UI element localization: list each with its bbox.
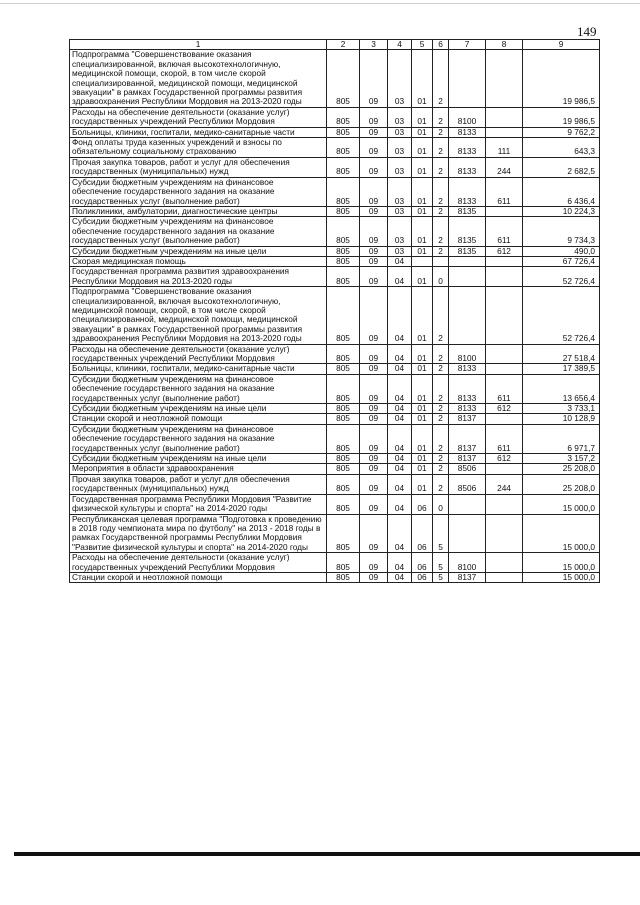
subprogram-code: 01 xyxy=(412,344,433,364)
row-name: Субсидии бюджетным учреждениям на финансовое обеспечение государственного задания на оказание государственных услуг (выполнение работ) xyxy=(70,374,327,403)
subprogram-code xyxy=(412,256,433,266)
row-name: Расходы на обеспечение деятельности (оказание услуг) государственных учреждений Республики Мордовия xyxy=(70,107,327,127)
amount: 9 734,3 xyxy=(523,217,600,246)
amount: 17 389,5 xyxy=(523,364,600,374)
target-code xyxy=(449,287,486,344)
direction-code: 2 xyxy=(433,138,449,158)
table-row xyxy=(70,572,600,582)
section-code: 805 xyxy=(327,127,360,137)
expense-type-code xyxy=(486,494,523,514)
row-name: Расходы на обеспечение деятельности (оказание услуг) государственных учреждений Республики Мордовия xyxy=(70,553,327,573)
target-code: 8506 xyxy=(449,474,486,494)
amount: 15 000,0 xyxy=(523,572,600,582)
expense-type-code xyxy=(486,572,523,582)
row-name: Станции скорой и неотложной помощи xyxy=(70,572,327,582)
amount: 15 000,0 xyxy=(523,553,600,573)
subprogram-code: 01 xyxy=(412,364,433,374)
section-code: 805 xyxy=(327,177,360,206)
target-code xyxy=(449,256,486,266)
target-code: 8133 xyxy=(449,404,486,414)
section-code: 805 xyxy=(327,256,360,266)
header-cell: 2 xyxy=(327,40,360,50)
amount: 490,0 xyxy=(523,246,600,256)
subprogram-code: 01 xyxy=(412,464,433,474)
direction-code: 2 xyxy=(433,177,449,206)
subprogram-code: 01 xyxy=(412,217,433,246)
expense-type-code xyxy=(486,206,523,216)
page-number: 149 xyxy=(577,24,597,39)
table-row xyxy=(70,157,600,177)
amount: 25 208,0 xyxy=(523,464,600,474)
subsection-code: 09 xyxy=(360,267,388,287)
subprogram-code: 01 xyxy=(412,404,433,414)
program-code: 04 xyxy=(388,267,412,287)
program-code: 04 xyxy=(388,553,412,573)
expense-type-code xyxy=(486,107,523,127)
subprogram-code: 01 xyxy=(412,474,433,494)
direction-code: 2 xyxy=(433,344,449,364)
table-row xyxy=(70,177,600,206)
row-name: Субсидии бюджетным учреждениям на финансовое обеспечение государственного задания на оказание государственных услуг (выполнение работ) xyxy=(70,177,327,206)
subprogram-code: 01 xyxy=(412,246,433,256)
table-row xyxy=(70,206,600,216)
target-code xyxy=(449,514,486,553)
header-cell: 4 xyxy=(388,40,412,50)
amount: 25 208,0 xyxy=(523,474,600,494)
section-code: 805 xyxy=(327,414,360,424)
target-code: 8135 xyxy=(449,206,486,216)
row-name: Скорая медицинская помощь xyxy=(70,256,327,266)
section-code: 805 xyxy=(327,364,360,374)
row-name: Расходы на обеспечение деятельности (оказание услуг) государственных учреждений Республики Мордовия xyxy=(70,344,327,364)
expense-type-code xyxy=(486,267,523,287)
section-code: 805 xyxy=(327,553,360,573)
subsection-code: 09 xyxy=(360,424,388,453)
section-code: 805 xyxy=(327,572,360,582)
program-code: 03 xyxy=(388,107,412,127)
expense-type-code: 611 xyxy=(486,374,523,403)
subprogram-code: 06 xyxy=(412,514,433,553)
table-row xyxy=(70,424,600,453)
row-name: Больницы, клиники, госпитали, медико-санитарные части xyxy=(70,364,327,374)
row-name: Подпрограмма "Совершенствование оказания специализированной, включая высокотехнологичную, медицинской помощи, скорой, в том числе скорой специализированной, медицинской помощи, медицинской эвакуации" в рамках Государственной программы развития здравоохранения Республики Мордовия на 2013-2020 годы xyxy=(70,50,327,107)
amount: 2 682,5 xyxy=(523,157,600,177)
expense-type-code xyxy=(486,464,523,474)
expense-type-code xyxy=(486,344,523,364)
amount: 19 986,5 xyxy=(523,50,600,107)
direction-code: 2 xyxy=(433,206,449,216)
subsection-code: 09 xyxy=(360,514,388,553)
target-code: 8133 xyxy=(449,364,486,374)
subsection-code: 09 xyxy=(360,138,388,158)
row-name: Субсидии бюджетным учреждениям на иные цели xyxy=(70,246,327,256)
target-code: 8133 xyxy=(449,157,486,177)
subsection-code: 09 xyxy=(360,50,388,107)
amount: 15 000,0 xyxy=(523,514,600,553)
subprogram-code: 06 xyxy=(412,494,433,514)
subsection-code: 09 xyxy=(360,404,388,414)
target-code: 8137 xyxy=(449,572,486,582)
direction-code: 5 xyxy=(433,514,449,553)
row-name: Государственная программа Республики Мордовия "Развитие физической культуры и спорта" на 2014-2020 годы xyxy=(70,494,327,514)
header-cell: 3 xyxy=(360,40,388,50)
table-row xyxy=(70,217,600,246)
program-code: 03 xyxy=(388,127,412,137)
table-row xyxy=(70,494,600,514)
row-name: Субсидии бюджетным учреждениям на финансовое обеспечение государственного задания на оказание государственных услуг (выполнение работ) xyxy=(70,424,327,453)
header-cell: 5 xyxy=(412,40,433,50)
table-row xyxy=(70,50,600,107)
subprogram-code: 01 xyxy=(412,454,433,464)
amount: 10 224,3 xyxy=(523,206,600,216)
subsection-code: 09 xyxy=(360,553,388,573)
target-code xyxy=(449,494,486,514)
section-code: 805 xyxy=(327,344,360,364)
row-name: Фонд оплаты труда казенных учреждений и взносы по обязательному социальному страхованию xyxy=(70,138,327,158)
program-code: 04 xyxy=(388,344,412,364)
row-name: Субсидии бюджетным учреждениям на финансовое обеспечение государственного задания на оказание государственных услуг (выполнение работ) xyxy=(70,217,327,246)
target-code: 8137 xyxy=(449,454,486,464)
amount: 3 733,1 xyxy=(523,404,600,414)
table-row xyxy=(70,514,600,553)
subsection-code: 09 xyxy=(360,414,388,424)
program-code: 03 xyxy=(388,157,412,177)
header-cell: 8 xyxy=(486,40,523,50)
subsection-code: 09 xyxy=(360,217,388,246)
target-code: 8133 xyxy=(449,127,486,137)
amount: 10 128,9 xyxy=(523,414,600,424)
subsection-code: 09 xyxy=(360,494,388,514)
expense-type-code xyxy=(486,364,523,374)
program-code: 04 xyxy=(388,287,412,344)
subsection-code: 09 xyxy=(360,474,388,494)
subsection-code: 09 xyxy=(360,157,388,177)
target-code: 8133 xyxy=(449,374,486,403)
expense-type-code: 611 xyxy=(486,177,523,206)
row-name: Прочая закупка товаров, работ и услуг для обеспечения государственных (муниципальных) нужд xyxy=(70,474,327,494)
target-code xyxy=(449,267,486,287)
expense-type-code: 611 xyxy=(486,424,523,453)
expense-type-code xyxy=(486,514,523,553)
target-code: 8137 xyxy=(449,424,486,453)
header-row xyxy=(70,40,600,50)
program-code: 03 xyxy=(388,217,412,246)
expense-type-code xyxy=(486,287,523,344)
section-code: 805 xyxy=(327,474,360,494)
row-name: Субсидии бюджетным учреждениям на иные цели xyxy=(70,454,327,464)
table-row xyxy=(70,344,600,364)
target-code: 8135 xyxy=(449,246,486,256)
direction-code: 2 xyxy=(433,414,449,424)
subsection-code: 09 xyxy=(360,572,388,582)
table-row xyxy=(70,287,600,344)
direction-code: 2 xyxy=(433,287,449,344)
header-cell: 1 xyxy=(70,40,327,50)
row-name: Поликлиники, амбулатории, диагностические центры xyxy=(70,206,327,216)
target-code: 8506 xyxy=(449,464,486,474)
amount: 6 436,4 xyxy=(523,177,600,206)
amount: 643,3 xyxy=(523,138,600,158)
target-code: 8137 xyxy=(449,414,486,424)
table-row xyxy=(70,404,600,414)
expense-type-code: 111 xyxy=(486,138,523,158)
subsection-code: 09 xyxy=(360,206,388,216)
expense-type-code xyxy=(486,553,523,573)
row-name: Республиканская целевая программа "Подготовка к проведению в 2018 году чемпионата мира по футболу" на 2013 - 2018 годы в рамках Государственной программы Республики Мордовия "Развитие физической культуры и спорта" на 2014-2020 годы xyxy=(70,514,327,553)
direction-code: 2 xyxy=(433,50,449,107)
table-row xyxy=(70,256,600,266)
amount: 6 971,7 xyxy=(523,424,600,453)
direction-code: 2 xyxy=(433,474,449,494)
direction-code: 2 xyxy=(433,127,449,137)
subprogram-code: 06 xyxy=(412,553,433,573)
subprogram-code: 01 xyxy=(412,414,433,424)
expense-type-code: 612 xyxy=(486,404,523,414)
subprogram-code: 01 xyxy=(412,127,433,137)
row-name: Больницы, клиники, госпитали, медико-санитарные части xyxy=(70,127,327,137)
subsection-code: 09 xyxy=(360,107,388,127)
table-row xyxy=(70,127,600,137)
target-code: 8135 xyxy=(449,217,486,246)
amount: 3 157,2 xyxy=(523,454,600,464)
direction-code: 2 xyxy=(433,157,449,177)
direction-code: 0 xyxy=(433,267,449,287)
table-row xyxy=(70,267,600,287)
table-row xyxy=(70,553,600,573)
table-row xyxy=(70,364,600,374)
target-code: 8100 xyxy=(449,344,486,364)
subprogram-code: 01 xyxy=(412,107,433,127)
section-code: 805 xyxy=(327,267,360,287)
subsection-code: 09 xyxy=(360,127,388,137)
header-cell: 9 xyxy=(523,40,600,50)
subprogram-code: 01 xyxy=(412,138,433,158)
section-code: 805 xyxy=(327,217,360,246)
row-name: Государственная программа развития здравоохранения Республики Мордовия на 2013-2020 годы xyxy=(70,267,327,287)
program-code: 04 xyxy=(388,514,412,553)
amount: 67 726,4 xyxy=(523,256,600,266)
direction-code: 5 xyxy=(433,553,449,573)
direction-code: 5 xyxy=(433,572,449,582)
program-code: 04 xyxy=(388,454,412,464)
direction-code: 2 xyxy=(433,424,449,453)
subsection-code: 09 xyxy=(360,374,388,403)
subsection-code: 09 xyxy=(360,177,388,206)
table-row xyxy=(70,138,600,158)
program-code: 04 xyxy=(388,414,412,424)
subsection-code: 09 xyxy=(360,246,388,256)
expense-type-code: 611 xyxy=(486,217,523,246)
subprogram-code: 01 xyxy=(412,267,433,287)
subprogram-code: 01 xyxy=(412,157,433,177)
direction-code: 2 xyxy=(433,217,449,246)
expense-type-code xyxy=(486,50,523,107)
expense-type-code xyxy=(486,414,523,424)
subsection-code: 09 xyxy=(360,464,388,474)
direction-code: 2 xyxy=(433,107,449,127)
target-code xyxy=(449,50,486,107)
expense-type-code: 244 xyxy=(486,474,523,494)
direction-code: 2 xyxy=(433,246,449,256)
direction-code: 0 xyxy=(433,494,449,514)
table-row xyxy=(70,474,600,494)
direction-code: 2 xyxy=(433,364,449,374)
target-code: 8133 xyxy=(449,177,486,206)
header-cell: 6 xyxy=(433,40,449,50)
section-code: 805 xyxy=(327,287,360,344)
section-code: 805 xyxy=(327,454,360,464)
section-code: 805 xyxy=(327,107,360,127)
row-name: Подпрограмма "Совершенствование оказания специализированной, включая высокотехнологичную, медицинской помощи, скорой, в том числе скорой специализированной, медицинской помощи, медицинской эвакуации" в рамках Государственной программы развития здравоохранения Республики Мордовия на 2013-2020 годы xyxy=(70,287,327,344)
table-row xyxy=(70,374,600,403)
section-code: 805 xyxy=(327,50,360,107)
program-code: 04 xyxy=(388,374,412,403)
amount: 52 726,4 xyxy=(523,267,600,287)
section-code: 805 xyxy=(327,494,360,514)
program-code: 04 xyxy=(388,494,412,514)
target-code: 8100 xyxy=(449,553,486,573)
section-code: 805 xyxy=(327,157,360,177)
expense-type-code: 612 xyxy=(486,246,523,256)
subprogram-code: 01 xyxy=(412,206,433,216)
amount: 19 986,5 xyxy=(523,107,600,127)
direction-code: 2 xyxy=(433,454,449,464)
section-code: 805 xyxy=(327,206,360,216)
program-code: 04 xyxy=(388,474,412,494)
subprogram-code: 01 xyxy=(412,177,433,206)
row-name: Прочая закупка товаров, работ и услуг для обеспечения государственных (муниципальных) нужд xyxy=(70,157,327,177)
expense-type-code xyxy=(486,127,523,137)
row-name: Субсидии бюджетным учреждениям на иные цели xyxy=(70,404,327,414)
target-code: 8133 xyxy=(449,138,486,158)
budget-table xyxy=(69,39,600,583)
row-name: Станции скорой и неотложной помощи xyxy=(70,414,327,424)
amount: 15 000,0 xyxy=(523,494,600,514)
program-code: 03 xyxy=(388,206,412,216)
section-code: 805 xyxy=(327,464,360,474)
subsection-code: 09 xyxy=(360,287,388,344)
amount: 27 518,4 xyxy=(523,344,600,364)
program-code: 04 xyxy=(388,404,412,414)
row-name: Мероприятия в области здравоохранения xyxy=(70,464,327,474)
table-body xyxy=(70,50,600,583)
program-code: 04 xyxy=(388,424,412,453)
subprogram-code: 06 xyxy=(412,572,433,582)
amount: 13 656,4 xyxy=(523,374,600,403)
subprogram-code: 01 xyxy=(412,424,433,453)
program-code: 04 xyxy=(388,572,412,582)
section-code: 805 xyxy=(327,404,360,414)
section-code: 805 xyxy=(327,424,360,453)
program-code: 03 xyxy=(388,177,412,206)
amount: 9 762,2 xyxy=(523,127,600,137)
scan-edge-line xyxy=(0,3,640,4)
subprogram-code: 01 xyxy=(412,50,433,107)
table-row xyxy=(70,107,600,127)
program-code: 03 xyxy=(388,246,412,256)
expense-type-code: 244 xyxy=(486,157,523,177)
direction-code: 2 xyxy=(433,404,449,414)
table-row xyxy=(70,414,600,424)
section-code: 805 xyxy=(327,374,360,403)
section-code: 805 xyxy=(327,138,360,158)
section-code: 805 xyxy=(327,246,360,256)
direction-code xyxy=(433,256,449,266)
subsection-code: 09 xyxy=(360,344,388,364)
table-row xyxy=(70,464,600,474)
program-code: 04 xyxy=(388,364,412,374)
bottom-rule xyxy=(14,852,640,856)
subsection-code: 09 xyxy=(360,364,388,374)
section-code: 805 xyxy=(327,514,360,553)
subprogram-code: 01 xyxy=(412,374,433,403)
header-cell: 7 xyxy=(449,40,486,50)
expense-type-code: 612 xyxy=(486,454,523,464)
program-code: 03 xyxy=(388,138,412,158)
program-code: 04 xyxy=(388,464,412,474)
table-row xyxy=(70,454,600,464)
direction-code: 2 xyxy=(433,374,449,403)
subsection-code: 09 xyxy=(360,256,388,266)
target-code: 8100 xyxy=(449,107,486,127)
subprogram-code: 01 xyxy=(412,287,433,344)
direction-code: 2 xyxy=(433,464,449,474)
program-code: 03 xyxy=(388,50,412,107)
expense-type-code xyxy=(486,256,523,266)
amount: 52 726,4 xyxy=(523,287,600,344)
program-code: 04 xyxy=(388,256,412,266)
table-row xyxy=(70,246,600,256)
subsection-code: 09 xyxy=(360,454,388,464)
